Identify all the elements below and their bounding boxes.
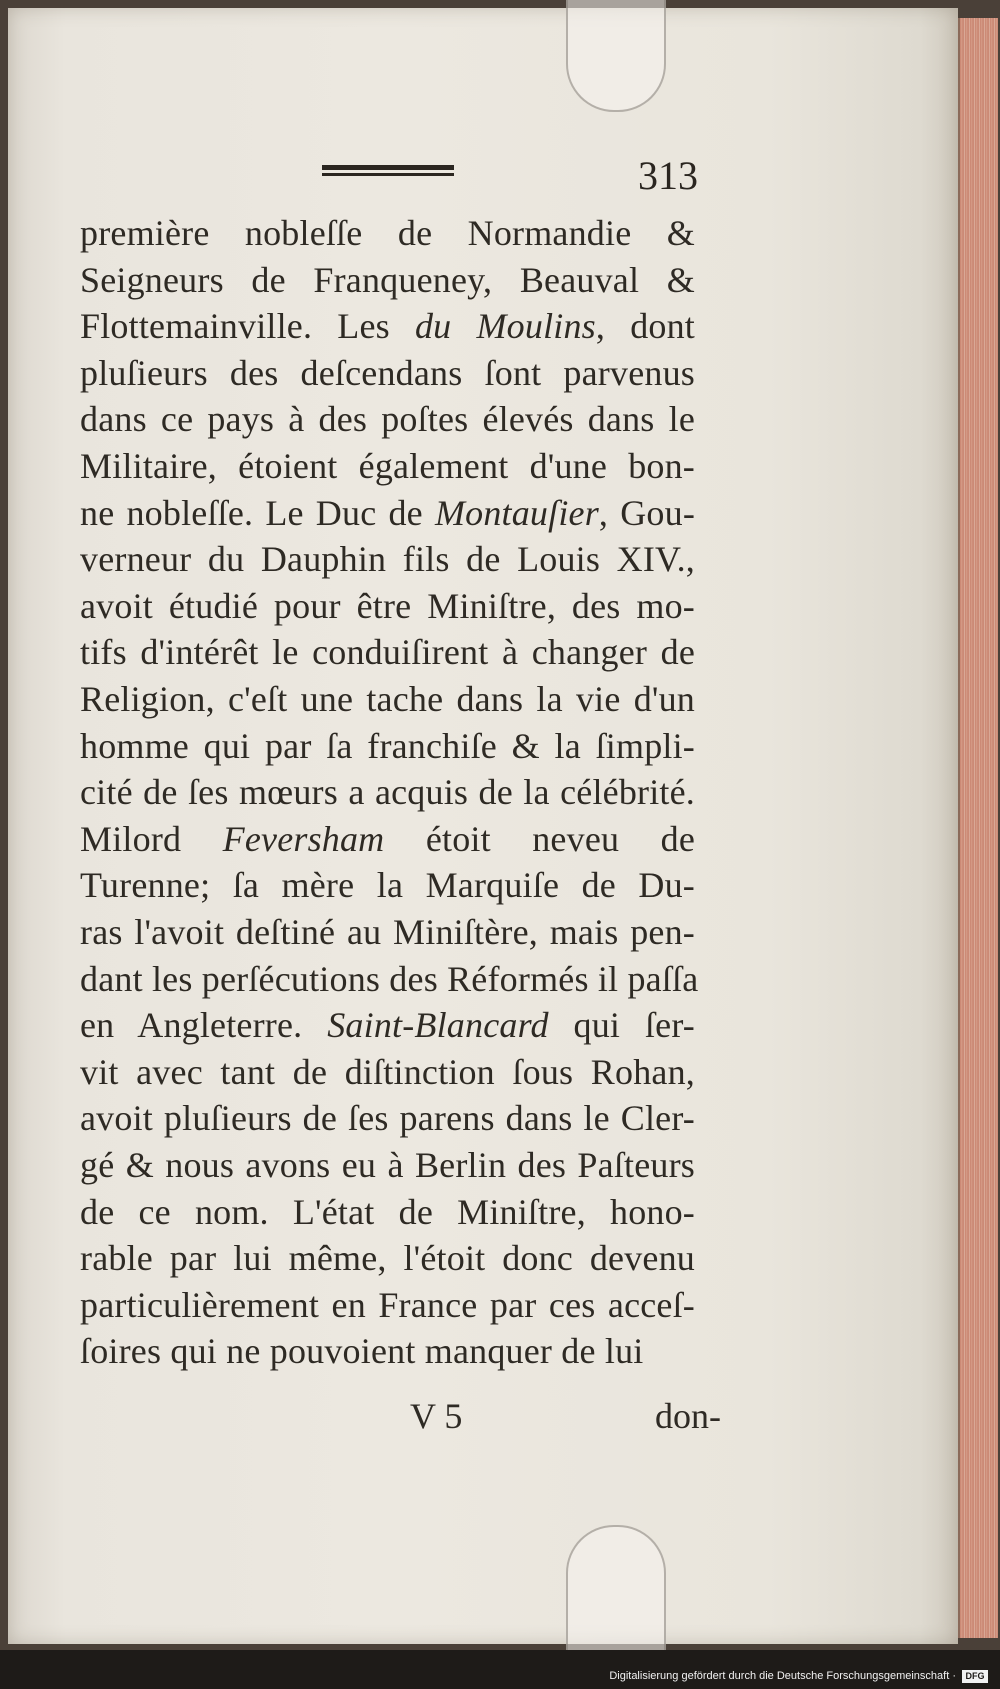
text-line: [80, 1049, 695, 1095]
text-line: [80, 723, 695, 769]
text-line: [80, 1095, 695, 1141]
catchword: don-: [655, 1396, 721, 1436]
text-segment: Milord: [80, 818, 223, 859]
text-segment: Flottemainville. Les: [80, 306, 415, 347]
clip-bottom: [566, 1525, 666, 1657]
text-segment: ne nobleſſe. Le Duc de: [80, 492, 435, 533]
text-segment: Religion, c'eſt une tache dans la vie d'un: [80, 679, 695, 719]
text-segment: avoit étudié pour être Miniſtre, des mo-: [80, 585, 695, 626]
italic-name: du Moulins: [414, 306, 596, 347]
text-segment: Turenne; ſa mère la Marquiſe de Du-: [80, 865, 695, 906]
text-segment: particulièrement en France par ces acceſ-: [80, 1284, 695, 1325]
text-line: [80, 769, 695, 815]
text-segment: dant les perſécutions des Réformés il paſſa: [80, 958, 699, 999]
text-line: [80, 956, 699, 1002]
text-segment: Seigneurs de Franqueney, Beauval &: [80, 259, 695, 300]
text-line: [80, 396, 695, 442]
text-line: [80, 1328, 695, 1374]
text-line: [80, 629, 695, 675]
text-segment: rable par lui même, l'étoit donc devenu: [80, 1238, 695, 1279]
text-line: [80, 1002, 695, 1048]
text-line: [80, 909, 695, 955]
text-line: [80, 1235, 695, 1281]
text-segment: vit avec tant de diſtinction ſous Rohan,: [80, 1051, 695, 1092]
text-segment: gé & nous avons eu à Berlin des Paſteurs: [80, 1145, 695, 1185]
text-line: [80, 443, 695, 489]
signature-mark: V 5: [410, 1396, 463, 1436]
text-segment: avoit pluſieurs de ſes parens dans le Cler-: [80, 1098, 695, 1139]
text-segment: étoit neveu de: [384, 818, 696, 859]
text-segment: qui ſer-: [548, 1005, 695, 1046]
clip-top: [566, 0, 666, 112]
text-segment: cité de ſes mœurs a acquis de la célébrité.: [80, 772, 695, 813]
text-line: [80, 350, 695, 396]
page-edges: [958, 18, 998, 1638]
text-line: [80, 210, 695, 256]
text-segment: , dont: [595, 306, 695, 347]
italic-name: Montauſier: [434, 492, 599, 533]
text-line: [80, 490, 695, 536]
text-segment: verneur du Dauphin fils de Louis XIV.,: [80, 539, 695, 580]
text-segment: en Angleterre.: [80, 1005, 328, 1046]
text-segment: Militaire, étoient également d'une bon-: [80, 446, 695, 486]
text-line: [80, 1189, 695, 1235]
text-line: [80, 1142, 695, 1188]
dfg-logo: DFG: [962, 1670, 988, 1683]
text-line: [80, 862, 695, 908]
text-line: [80, 583, 695, 629]
header-rule-bar-2: [322, 173, 454, 176]
text-line: [80, 257, 695, 303]
text-segment: pluſieurs des deſcendans ſont parvenus: [80, 352, 695, 393]
text-line: [80, 303, 695, 349]
text-segment: , Gou-: [598, 492, 696, 533]
text-segment: ſoires qui ne pouvoient manquer de lui: [80, 1331, 644, 1372]
text-line: [80, 676, 695, 722]
text-line: [80, 816, 695, 862]
text-segment: tifs d'intérêt le conduiſirent à changer de: [80, 632, 695, 673]
header-rule: [322, 165, 454, 177]
text-segment: de ce nom. L'état de Miniſtre, hono-: [80, 1191, 695, 1232]
text-segment: première nobleſſe de Normandie &: [80, 213, 695, 253]
text-segment: homme qui par ſa franchiſe & la ſimpli-: [80, 725, 695, 766]
header-rule-bar-1: [322, 165, 454, 170]
page-number: 313: [638, 153, 698, 198]
text-segment: dans ce pays à des poſtes élevés dans le: [80, 399, 695, 440]
text-segment: ras l'avoit deſtiné au Miniſtère, mais pen-: [80, 912, 695, 952]
scan-credit: Digitalisierung gefördert durch die Deutsche Forschungsgemeinschaft ·: [609, 1670, 956, 1682]
text-line: [80, 1282, 695, 1328]
italic-name: Saint-Blancard: [327, 1005, 549, 1046]
text-line: [80, 536, 695, 582]
italic-name: Feversham: [222, 818, 385, 859]
